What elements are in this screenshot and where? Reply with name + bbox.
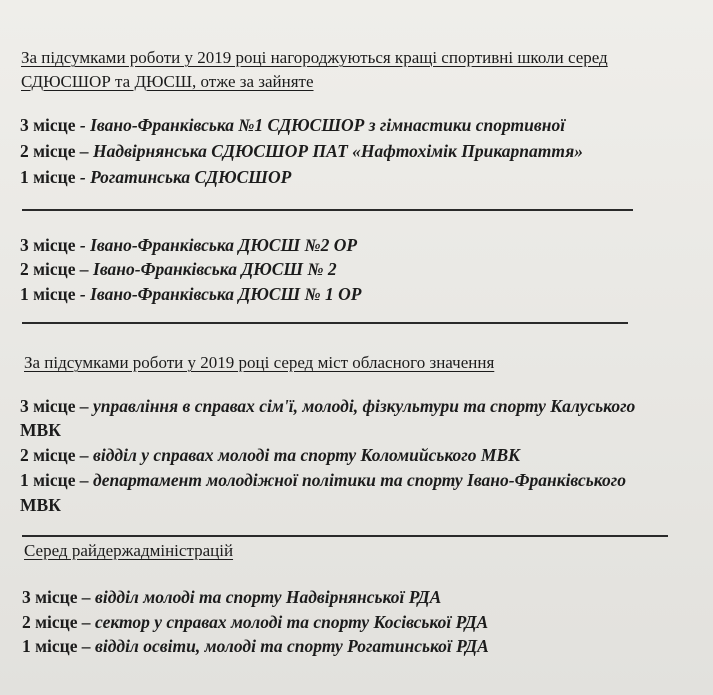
list-item-continuation: [20, 420, 61, 440]
place-label: 3 місце: [20, 235, 76, 255]
award-organization: відділ освіти, молоді та спорту Рогатинської РДА: [95, 636, 489, 656]
award-organization: Івано-Франківська ДЮСШ № 2: [93, 259, 337, 279]
place-separator: –: [75, 445, 94, 465]
award-organization: управління в справах сім'ї, молоді, фізкультури та спорту Калуського: [93, 396, 636, 416]
divider: [22, 322, 628, 324]
divider: [22, 535, 668, 537]
section1-heading-line2: СДЮСШОР та ДЮСШ, отже за зайняте: [21, 72, 314, 91]
place-separator: –: [75, 470, 94, 490]
list-item: [20, 284, 361, 304]
list-item: [20, 396, 635, 416]
place-label: 2 місце: [20, 445, 76, 465]
place-label: 2 місце: [20, 259, 76, 279]
award-organization: відділ молоді та спорту Надвірнянської РДА: [95, 587, 442, 607]
list-item-continuation: [20, 495, 61, 515]
place-label: 1 місце: [20, 470, 76, 490]
place-separator: –: [77, 636, 96, 656]
place-label: 1 місце: [22, 636, 78, 656]
place-separator: -: [75, 284, 91, 304]
section1-heading-line1: За підсумками роботи у 2019 році нагороджуються кращі спортивні школи серед: [21, 48, 608, 67]
award-organization-cont: МВК: [20, 495, 61, 515]
place-label: 1 місце: [20, 167, 76, 187]
place-separator: –: [75, 259, 94, 279]
award-organization: Рогатинська СДЮСШОР: [90, 167, 292, 187]
place-label: 2 місце: [22, 612, 78, 632]
award-organization: Івано-Франківська №1 СДЮСШОР з гімнастики спортивної: [90, 115, 566, 135]
list-item: [20, 167, 291, 187]
list-item: [20, 115, 565, 135]
list-item: [22, 587, 441, 607]
list-item: [22, 612, 488, 632]
place-separator: –: [77, 587, 96, 607]
section3-heading: Серед райдержадміністрацій: [24, 541, 234, 560]
place-separator: -: [75, 167, 91, 187]
place-label: 3 місце: [22, 587, 78, 607]
place-label: 3 місце: [20, 115, 76, 135]
list-item: [22, 636, 489, 656]
divider: [22, 209, 633, 211]
award-organization: департамент молодіжної політики та спорту Івано-Франківського: [93, 470, 626, 490]
place-separator: –: [75, 141, 94, 161]
list-item: [20, 235, 357, 255]
list-item: [20, 141, 583, 161]
list-item: [20, 259, 337, 279]
place-separator: -: [75, 115, 91, 135]
place-label: 3 місце: [20, 396, 76, 416]
place-label: 1 місце: [20, 284, 76, 304]
award-organization: Івано-Франківська ДЮСШ № 1 ОР: [90, 284, 362, 304]
list-item: [20, 445, 520, 465]
list-item: [20, 470, 626, 490]
place-separator: -: [75, 235, 91, 255]
award-organization: Івано-Франківська ДЮСШ №2 ОР: [90, 235, 358, 255]
award-organization-cont: МВК: [20, 420, 61, 440]
award-organization: відділ у справах молоді та спорту Коломийського МВК: [93, 445, 520, 465]
section2-heading: За підсумками роботи у 2019 році серед міст обласного значення: [24, 353, 495, 372]
award-organization: сектор у справах молоді та спорту Косівської РДА: [95, 612, 489, 632]
place-label: 2 місце: [20, 141, 76, 161]
place-separator: –: [77, 612, 96, 632]
place-separator: –: [75, 396, 94, 416]
award-organization: Надвірнянська СДЮСШОР ПАТ «Нафтохімік Прикарпаття»: [93, 141, 583, 161]
